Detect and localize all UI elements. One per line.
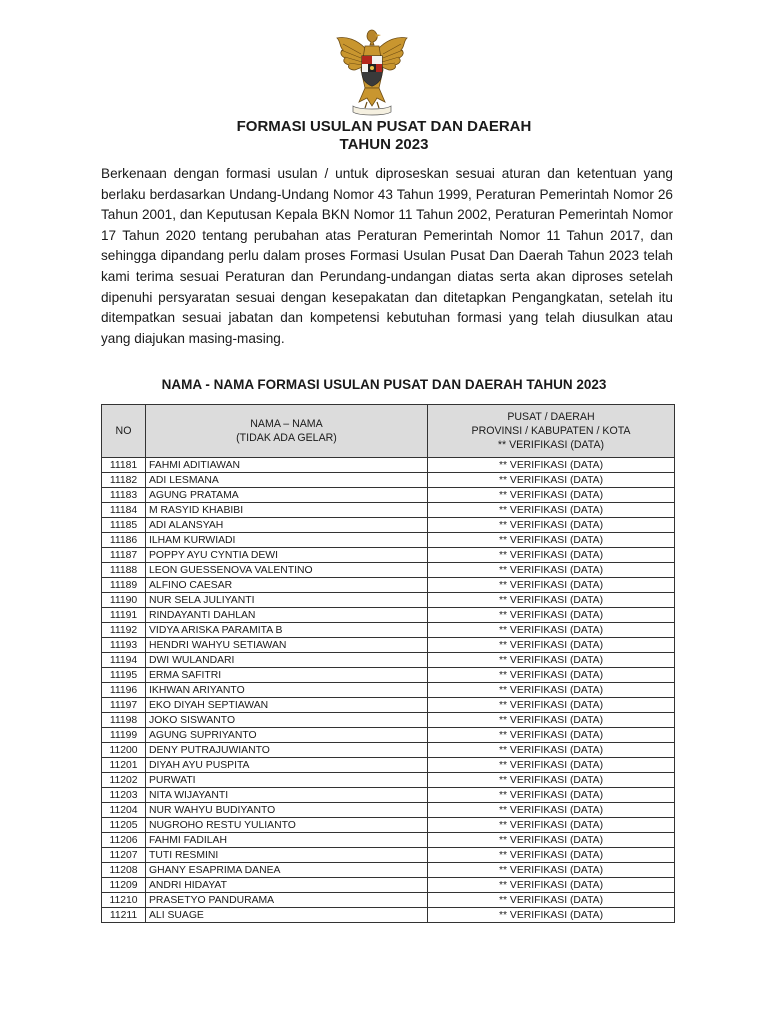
- row-number: 11190: [102, 593, 146, 608]
- row-name: JOKO SISWANTO: [146, 713, 428, 728]
- row-status: ** VERIFIKASI (DATA): [428, 668, 675, 683]
- row-name: M RASYID KHABIBI: [146, 503, 428, 518]
- row-number: 11207: [102, 848, 146, 863]
- row-number: 11186: [102, 533, 146, 548]
- row-number: 11199: [102, 728, 146, 743]
- row-status: ** VERIFIKASI (DATA): [428, 788, 675, 803]
- row-number: 11181: [102, 458, 146, 473]
- row-name: NUGROHO RESTU YULIANTO: [146, 818, 428, 833]
- row-number: 11189: [102, 578, 146, 593]
- row-name: NUR SELA JULIYANTI: [146, 593, 428, 608]
- row-name: FAHMI ADITIAWAN: [146, 458, 428, 473]
- table-title: NAMA - NAMA FORMASI USULAN PUSAT DAN DAERAH TAHUN 2023: [161, 377, 607, 392]
- row-status: ** VERIFIKASI (DATA): [428, 818, 675, 833]
- row-name: VIDYA ARISKA PARAMITA B: [146, 623, 428, 638]
- row-name: HENDRI WAHYU SETIAWAN: [146, 638, 428, 653]
- row-status: ** VERIFIKASI (DATA): [428, 848, 675, 863]
- row-number: 11193: [102, 638, 146, 653]
- row-status: ** VERIFIKASI (DATA): [428, 638, 675, 653]
- table-row: [102, 878, 675, 893]
- row-name: AGUNG SUPRIYANTO: [146, 728, 428, 743]
- row-name: ALI SUAGE: [146, 908, 428, 923]
- row-name: POPPY AYU CYNTIA DEWI: [146, 548, 428, 563]
- table-row: [102, 473, 675, 488]
- row-status: ** VERIFIKASI (DATA): [428, 908, 675, 923]
- table-row: [102, 518, 675, 533]
- row-status: ** VERIFIKASI (DATA): [428, 473, 675, 488]
- row-status: ** VERIFIKASI (DATA): [428, 758, 675, 773]
- table-row: [102, 668, 675, 683]
- row-number: 11209: [102, 878, 146, 893]
- row-status: ** VERIFIKASI (DATA): [428, 803, 675, 818]
- row-status: ** VERIFIKASI (DATA): [428, 728, 675, 743]
- row-status: ** VERIFIKASI (DATA): [428, 623, 675, 638]
- table-row: [102, 638, 675, 653]
- table-row: [102, 893, 675, 908]
- row-number: 11187: [102, 548, 146, 563]
- table-row: [102, 908, 675, 923]
- row-number: 11203: [102, 788, 146, 803]
- row-name: ILHAM KURWIADI: [146, 533, 428, 548]
- row-name: DWI WULANDARI: [146, 653, 428, 668]
- row-status: ** VERIFIKASI (DATA): [428, 713, 675, 728]
- row-name: FAHMI FADILAH: [146, 833, 428, 848]
- row-status: ** VERIFIKASI (DATA): [428, 863, 675, 878]
- row-name: NUR WAHYU BUDIYANTO: [146, 803, 428, 818]
- row-number: 11201: [102, 758, 146, 773]
- document-year: TAHUN 2023: [339, 136, 429, 153]
- header-no: NO: [102, 405, 146, 458]
- row-name: ADI ALANSYAH: [146, 518, 428, 533]
- row-status: ** VERIFIKASI (DATA): [428, 548, 675, 563]
- row-name: IKHWAN ARIYANTO: [146, 683, 428, 698]
- row-number: 11196: [102, 683, 146, 698]
- row-name: GHANY ESAPRIMA DANEA: [146, 863, 428, 878]
- header-region-line1: PUSAT / DAERAH: [507, 411, 595, 423]
- table-row: [102, 848, 675, 863]
- table-row: [102, 533, 675, 548]
- intro-paragraph: Berkenaan dengan formasi usulan / untuk diproseskan sesuai aturan dan ketentuan yang berlaku berdasarkan Undang-Undang Nomor 43 Tahun 1999, Peraturan Pemerintah Nomor 26 Tahun 2001, dan Keputusan Kepala BKN Nomor 11 Tahun 2002, Peraturan Pemerintah Nomor 17 Tahun 2020 tentang perubahan atas Peraturan Pemerintah Nomor 11 Tahun 2017, dan sehingga dipandang perlu dalam proses Formasi Usulan Pusat Dan Daerah Tahun 2023 telah kami terima sesuai Peraturan dan Perundang-undangan diatas serta akan diproses setelah dipenuhi persyaratan sesuai dengan kesepakatan dan ditetapkan Pengangkatan, setelah itu ditempatkan sesuai jabatan dan kompetensi kebutuhan formasi yang telah diusulkan atau yang diajukan masing-masing.: [101, 166, 673, 346]
- row-name: PRASETYO PANDURAMA: [146, 893, 428, 908]
- row-name: ADI LESMANA: [146, 473, 428, 488]
- row-status: ** VERIFIKASI (DATA): [428, 773, 675, 788]
- roster-table: [101, 404, 675, 923]
- row-name: TUTI RESMINI: [146, 848, 428, 863]
- table-row: [102, 863, 675, 878]
- row-name: LEON GUESSENOVA VALENTINO: [146, 563, 428, 578]
- table-row: [102, 458, 675, 473]
- row-name: PURWATI: [146, 773, 428, 788]
- row-name: DIYAH AYU PUSPITA: [146, 758, 428, 773]
- table-row: [102, 683, 675, 698]
- row-status: ** VERIFIKASI (DATA): [428, 563, 675, 578]
- row-name: DENY PUTRAJUWIANTO: [146, 743, 428, 758]
- row-status: ** VERIFIKASI (DATA): [428, 698, 675, 713]
- row-status: ** VERIFIKASI (DATA): [428, 503, 675, 518]
- row-status: ** VERIFIKASI (DATA): [428, 593, 675, 608]
- row-number: 11204: [102, 803, 146, 818]
- row-status: ** VERIFIKASI (DATA): [428, 518, 675, 533]
- row-name: AGUNG PRATAMA: [146, 488, 428, 503]
- row-status: ** VERIFIKASI (DATA): [428, 608, 675, 623]
- table-row: [102, 698, 675, 713]
- header-name-line2: (TIDAK ADA GELAR): [236, 432, 337, 444]
- header-name-line1: NAMA – NAMA: [250, 418, 323, 430]
- table-row: [102, 593, 675, 608]
- garuda-emblem-icon: [329, 26, 415, 118]
- row-name: ANDRI HIDAYAT: [146, 878, 428, 893]
- row-number: 11188: [102, 563, 146, 578]
- row-status: ** VERIFIKASI (DATA): [428, 578, 675, 593]
- table-row: [102, 743, 675, 758]
- header-region: [428, 405, 675, 458]
- header-name: [146, 405, 428, 458]
- header-region-line3: ** VERIFIKASI (DATA): [497, 439, 605, 451]
- table-row: [102, 803, 675, 818]
- row-number: 11183: [102, 488, 146, 503]
- row-number: 11200: [102, 743, 146, 758]
- table-row: [102, 623, 675, 638]
- row-status: ** VERIFIKASI (DATA): [428, 488, 675, 503]
- row-number: 11182: [102, 473, 146, 488]
- header-region-line2: PROVINSI / KABUPATEN / KOTA: [471, 425, 631, 437]
- row-name: NITA WIJAYANTI: [146, 788, 428, 803]
- table-row: [102, 548, 675, 563]
- row-name: RINDAYANTI DAHLAN: [146, 608, 428, 623]
- row-status: ** VERIFIKASI (DATA): [428, 533, 675, 548]
- table-body: [102, 458, 675, 923]
- table-header-row: [102, 405, 675, 458]
- table-row: [102, 503, 675, 518]
- row-number: 11194: [102, 653, 146, 668]
- row-status: ** VERIFIKASI (DATA): [428, 893, 675, 908]
- row-status: ** VERIFIKASI (DATA): [428, 653, 675, 668]
- row-name: ALFINO CAESAR: [146, 578, 428, 593]
- row-status: ** VERIFIKASI (DATA): [428, 878, 675, 893]
- table-row: [102, 773, 675, 788]
- table-row: [102, 488, 675, 503]
- row-number: 11206: [102, 833, 146, 848]
- row-status: ** VERIFIKASI (DATA): [428, 743, 675, 758]
- row-number: 11211: [102, 908, 146, 923]
- table-row: [102, 788, 675, 803]
- row-number: 11192: [102, 623, 146, 638]
- table-row: [102, 758, 675, 773]
- table-row: [102, 818, 675, 833]
- row-number: 11185: [102, 518, 146, 533]
- table-row: [102, 728, 675, 743]
- row-status: ** VERIFIKASI (DATA): [428, 833, 675, 848]
- row-number: 11191: [102, 608, 146, 623]
- row-number: 11210: [102, 893, 146, 908]
- table-row: [102, 578, 675, 593]
- table-row: [102, 653, 675, 668]
- table-row: [102, 713, 675, 728]
- table-row: [102, 563, 675, 578]
- row-status: ** VERIFIKASI (DATA): [428, 683, 675, 698]
- document-title: FORMASI USULAN PUSAT DAN DAERAH: [236, 118, 532, 135]
- row-number: 11184: [102, 503, 146, 518]
- row-name: ERMA SAFITRI: [146, 668, 428, 683]
- row-number: 11197: [102, 698, 146, 713]
- table-row: [102, 833, 675, 848]
- row-status: ** VERIFIKASI (DATA): [428, 458, 675, 473]
- row-number: 11205: [102, 818, 146, 833]
- row-number: 11195: [102, 668, 146, 683]
- row-number: 11208: [102, 863, 146, 878]
- row-number: 11202: [102, 773, 146, 788]
- table-row: [102, 608, 675, 623]
- row-number: 11198: [102, 713, 146, 728]
- row-name: EKO DIYAH SEPTIAWAN: [146, 698, 428, 713]
